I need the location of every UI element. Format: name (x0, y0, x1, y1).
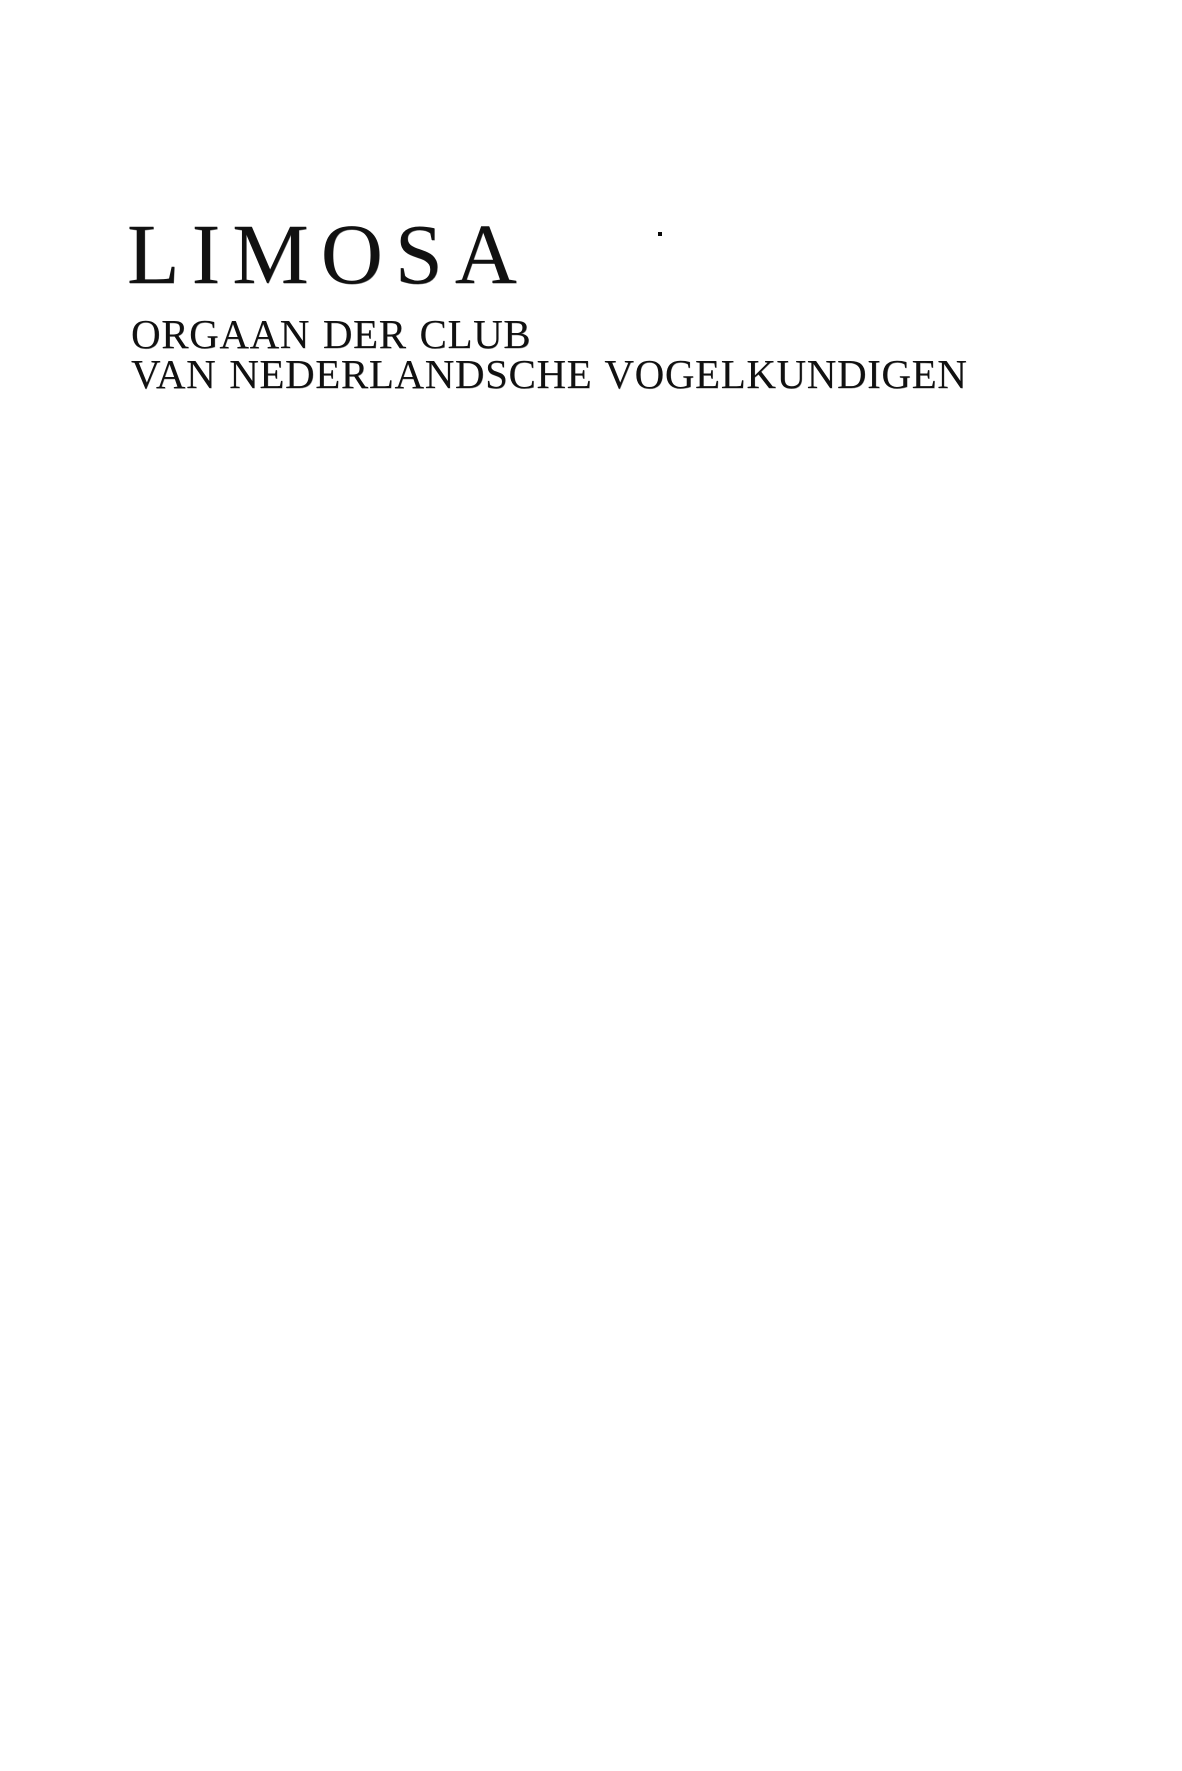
journal-title: LIMOSA (127, 206, 529, 302)
journal-subtitle (131, 311, 968, 397)
ink-dot-artifact (658, 232, 662, 236)
subtitle-line-1: ORGAAN DER CLUB (131, 311, 532, 357)
subtitle-line-2: VAN NEDERLANDSCHE VOGELKUNDIGEN (131, 351, 968, 397)
